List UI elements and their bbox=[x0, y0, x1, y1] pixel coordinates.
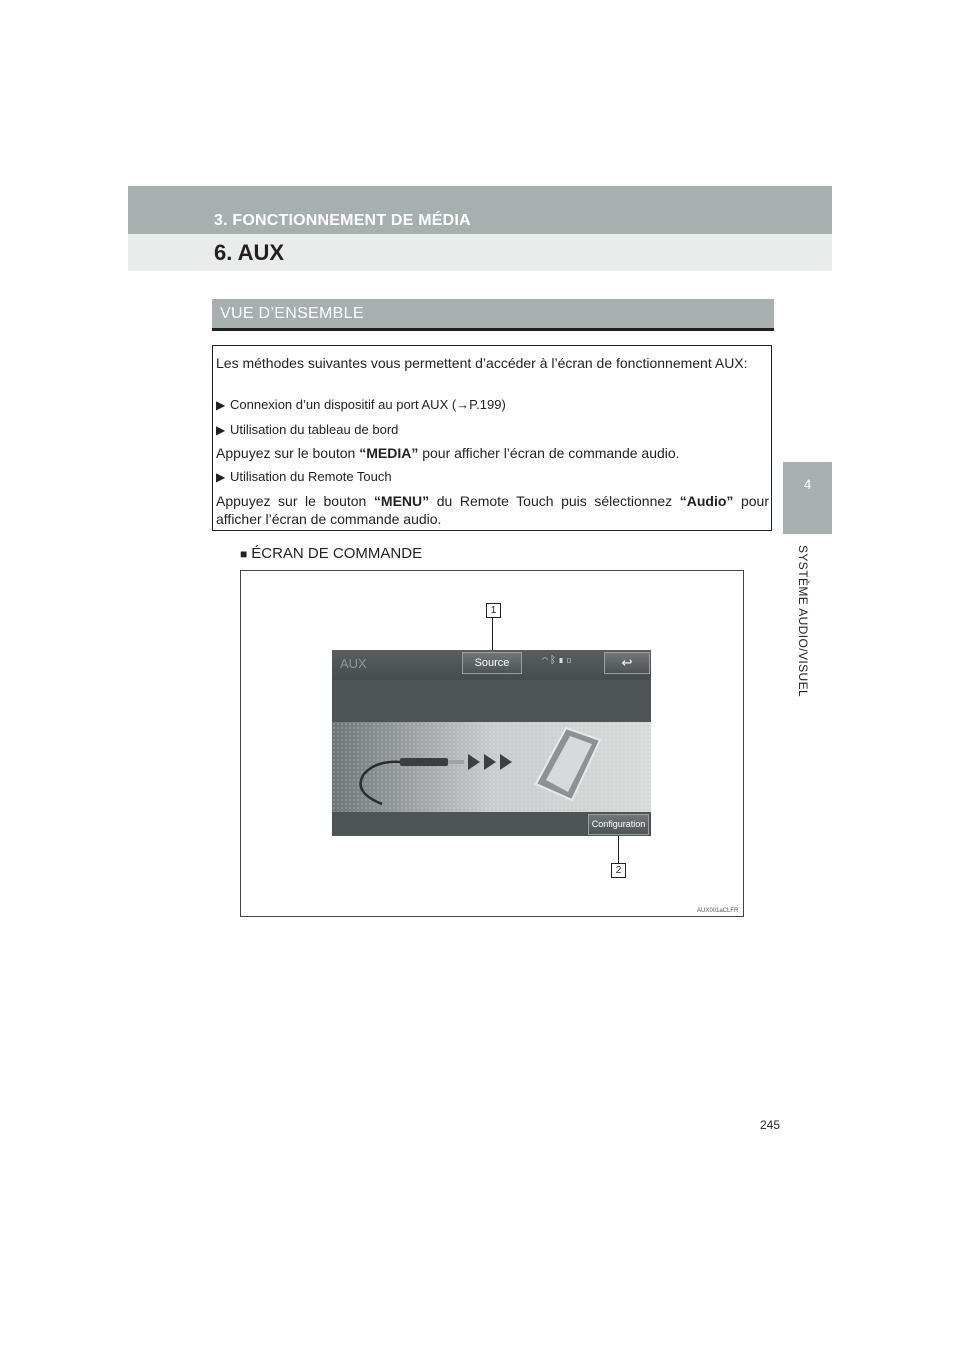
figure-code: AUX001aCLFR bbox=[697, 908, 739, 914]
bullet-dashboard-text: Utilisation du tableau de bord bbox=[230, 422, 399, 437]
source-button[interactable]: Source bbox=[462, 652, 522, 674]
wifi-icon: ◠ bbox=[542, 655, 550, 666]
bluetooth-icon: ᛒ bbox=[550, 655, 558, 666]
plug-icon bbox=[400, 758, 448, 766]
media-instruction-pre: Appuyez sur le bouton bbox=[216, 445, 360, 461]
bullet-dashboard bbox=[216, 421, 398, 439]
media-instruction-post: pour afficher l’écran de commande audio. bbox=[418, 445, 680, 461]
callout-1: 1 bbox=[486, 603, 501, 618]
aux-screen bbox=[332, 650, 651, 836]
bullet-remote-touch bbox=[216, 468, 392, 486]
signal-icon: ▮ bbox=[558, 655, 566, 666]
media-button-name: “MEDIA” bbox=[359, 445, 419, 461]
battery-icon: ▯ bbox=[566, 655, 574, 666]
callout-2: 2 bbox=[611, 863, 626, 878]
triangle-right-icon: ▶ bbox=[216, 470, 226, 484]
chapter-tab bbox=[783, 462, 832, 534]
page-title: 6. AUX bbox=[214, 240, 285, 265]
triangle-right-icon: ▶ bbox=[216, 423, 226, 437]
back-arrow-icon: ↩ bbox=[621, 655, 633, 670]
menu-button-name: “MENU” bbox=[373, 493, 430, 509]
chapter-name: SYSTÈME AUDIO/VISUEL bbox=[796, 545, 810, 698]
media-instruction bbox=[216, 444, 680, 462]
menu-instruction-post: pour afficher l’écran de commande audio. bbox=[216, 493, 769, 527]
screen-title: AUX bbox=[340, 656, 367, 671]
square-icon: ■ bbox=[240, 547, 248, 561]
menu-instruction-mid: du Remote Touch puis sélectionnez bbox=[429, 493, 680, 509]
overview-heading: VUE D’ENSEMBLE bbox=[220, 305, 364, 322]
triangle-right-icon: ▶ bbox=[216, 398, 226, 412]
status-icons bbox=[542, 655, 574, 666]
aux-illustration bbox=[332, 722, 651, 812]
bullet-aux-port bbox=[216, 396, 506, 414]
bullet-remote-touch-text: Utilisation du Remote Touch bbox=[230, 469, 392, 484]
section-label: 3. FONCTIONNEMENT DE MÉDIA bbox=[214, 212, 471, 229]
chapter-number: 4 bbox=[803, 476, 812, 492]
control-screen-heading-text: ÉCRAN DE COMMANDE bbox=[251, 545, 423, 562]
back-button[interactable] bbox=[604, 652, 650, 674]
page-number: 245 bbox=[760, 1118, 781, 1132]
bullet-aux-port-text: Connexion d’un dispositif au port AUX (→P.199) bbox=[230, 397, 506, 412]
callout-2-line bbox=[618, 836, 619, 863]
menu-instruction bbox=[216, 492, 769, 528]
control-screen-heading bbox=[240, 545, 422, 562]
overview-intro: Les méthodes suivantes vous permettent d’accéder à l’écran de fonctionnement AUX: bbox=[216, 355, 748, 371]
configuration-button[interactable]: Configuration bbox=[588, 814, 649, 835]
audio-option-name: “Audio” bbox=[679, 493, 734, 509]
menu-instruction-pre: Appuyez sur le bouton bbox=[216, 493, 374, 509]
